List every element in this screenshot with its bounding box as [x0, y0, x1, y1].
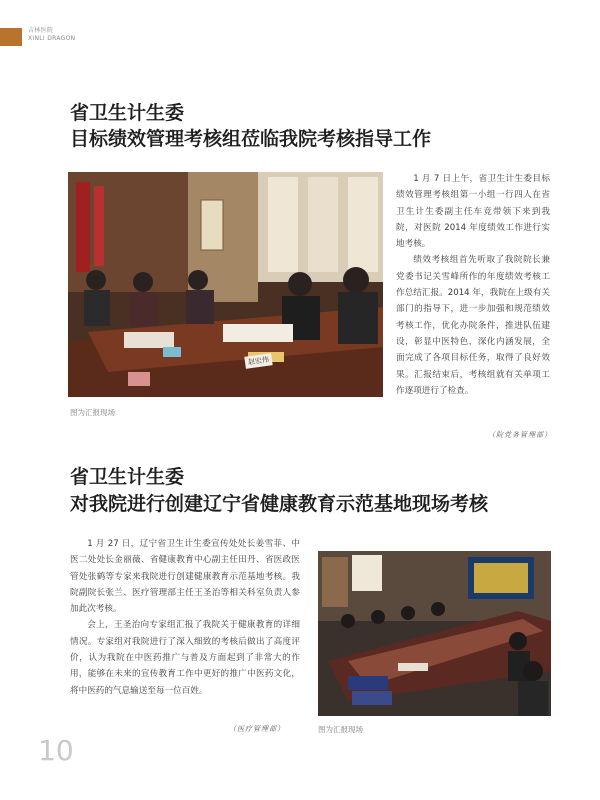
article1-signature: （院党务管理部） — [488, 431, 552, 439]
article1-body — [396, 171, 550, 399]
header-accent-bar — [0, 28, 22, 46]
header-label — [28, 27, 75, 43]
meeting-photo-2 — [318, 551, 551, 716]
article2-photo-caption: 图为汇报现场 — [318, 725, 363, 734]
article2-title-line2: 对我院进行创建辽宁省健康教育示范基地现场考核 — [70, 493, 489, 515]
article1-paragraph: 1 月 7 日上午，省卫生计生委目标绩效管理考核组第一小组一行四人在省卫生计生委副主任车竞带领下来到我院，对医院 2014 年度绩效工作进行实地考核。 — [396, 174, 550, 250]
article2-paragraph: 会上，王圣治向专家组汇报了我院关于健康教育的详细情况。专家组对我院进行了深入细致的考核后做出了高度评价，认为我院在中医药推广与普及方面起到了非常大的作用，能够在未来的宣传教育工作中更好的推广中医药文化，将中医药的气息输送至每一位百姓。 — [70, 620, 300, 696]
header-line-1: 吉林医院 — [28, 27, 54, 34]
photo1-name-card: 赵宏伟 — [244, 353, 272, 369]
article2-body — [70, 536, 300, 699]
page-number: 10 — [38, 734, 74, 767]
article1-photo — [68, 172, 383, 397]
article1-paragraph: 绩效考核组首先听取了我院院长兼党委书记关雪峰所作的年度绩效考核工作总结汇报。2014 年，我院在上级有关部门的指导下，进一步加强和规范绩效考核工作，优化办院条件，推进队伍建设，彰显中医特色，深化内涵发展，全面完成了各项目标任务，取得了良好效果。汇报结束后，考核组就有关单项工作逐项进行了检查。 — [396, 255, 550, 396]
article2-paragraph: 1 月 27 日，辽宁省卫生计生委宣传处处长姜雪菲、中医二处处长金丽薇、省健康教育中心副主任田丹、省医政医管处张鹤等专家来我院进行创建健康教育示范基地考核。我院副院长张兰、医疗管理部主任王圣治等相关科室负责人参加此次考核。 — [70, 539, 300, 615]
article2-photo — [318, 551, 551, 716]
article1-title-line1: 省卫生计生委 — [70, 102, 185, 124]
article1-title-line2: 目标绩效管理考核组莅临我院考核指导工作 — [70, 128, 432, 150]
article2-signature: （医疗管理部） — [229, 725, 285, 733]
article2-title-line1: 省卫生计生委 — [70, 466, 185, 488]
article1-photo-caption: 图为汇报现场 — [70, 408, 115, 417]
meeting-photo-1 — [68, 172, 383, 397]
header-line-2: XINLI DRAGON — [28, 35, 76, 42]
